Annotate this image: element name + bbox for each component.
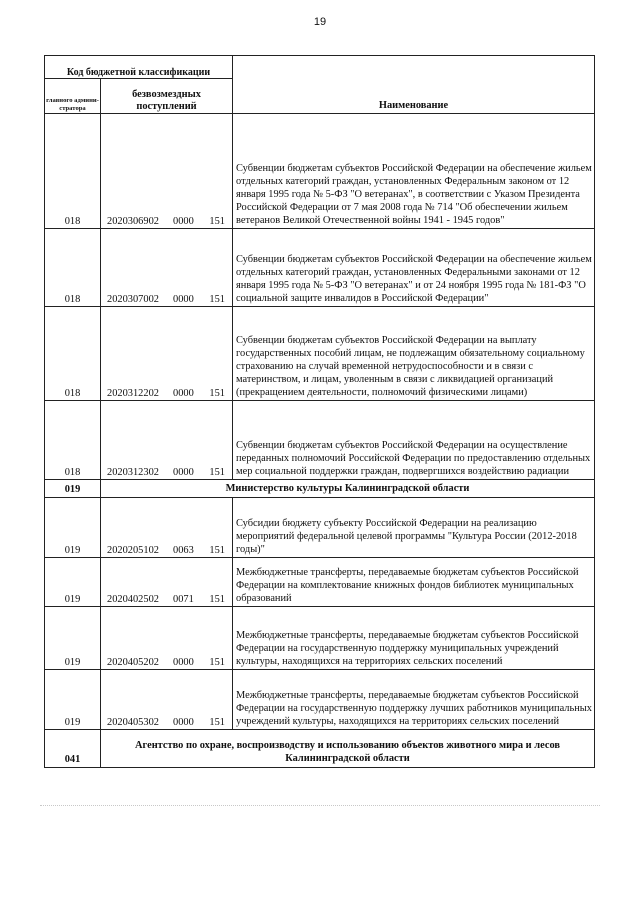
revenue-code — [101, 307, 233, 401]
section-row — [45, 730, 595, 768]
revenue-code-sub: 0000 — [173, 388, 194, 399]
revenue-code-sub: 0000 — [173, 657, 194, 668]
revenue-code-main: 2020405302 — [107, 717, 159, 728]
admin-code: 018 — [45, 229, 101, 307]
revenue-code-sub: 0000 — [173, 717, 194, 728]
revenue-code-sub: 0000 — [173, 467, 194, 478]
revenue-code — [101, 114, 233, 229]
revenue-code-main: 2020402502 — [107, 594, 159, 605]
revenue-code — [101, 607, 233, 670]
revenue-code-sub: 0000 — [173, 294, 194, 305]
revenue-code — [101, 401, 233, 480]
header-admin: главного админи-стратора — [45, 79, 101, 114]
revenue-code-kosgu: 151 — [209, 717, 225, 728]
revenue-code-kosgu: 151 — [209, 594, 225, 605]
header-group-title: Код бюджетной классификации — [45, 56, 233, 79]
revenue-code-main: 2020205102 — [107, 545, 159, 556]
admin-code: 019 — [45, 607, 101, 670]
item-name: Субвенции бюджетам субъектов Российской Федерации на обеспечение жильем отдельных категорий граждан, установленных Федеральными законами от 12 января 1995 года № 5-ФЗ "О ветеранах" и от 24 ноября 1995 года № 181-ФЗ "О социальной защите инвалидов в Российской Федерации" — [233, 229, 595, 307]
section-admin-code: 041 — [45, 730, 101, 768]
revenue-code-kosgu: 151 — [209, 545, 225, 556]
revenue-code — [101, 670, 233, 730]
revenue-code-kosgu: 151 — [209, 388, 225, 399]
revenue-code-main: 2020306902 — [107, 216, 159, 227]
table-row — [45, 114, 595, 229]
admin-code: 019 — [45, 558, 101, 607]
admin-code: 018 — [45, 401, 101, 480]
item-name: Межбюджетные трансферты, передаваемые бюджетам субъектов Российской Федерации на комплектование книжных фондов библиотек муниципальных образований — [233, 558, 595, 607]
table-row — [45, 307, 595, 401]
revenue-code — [101, 229, 233, 307]
revenue-code — [101, 558, 233, 607]
admin-code: 018 — [45, 114, 101, 229]
revenue-code-sub: 0063 — [173, 545, 194, 556]
admin-code: 018 — [45, 307, 101, 401]
table-body — [45, 56, 595, 768]
revenue-code-kosgu: 151 — [209, 216, 225, 227]
revenue-code-kosgu: 151 — [209, 657, 225, 668]
revenue-code-main: 2020307002 — [107, 294, 159, 305]
section-name: Агентство по охране, воспроизводству и использованию объектов животного мира и лесов Калининградской области — [101, 730, 595, 768]
table-row — [45, 670, 595, 730]
item-name: Субвенции бюджетам субъектов Российской Федерации на осуществление переданных полномочий Российской Федерации по предоставлению отдельных мер социальной поддержки граждан, подвергшихся воздействию радиации — [233, 401, 595, 480]
header-name: Наименование — [233, 56, 595, 114]
table-row — [45, 498, 595, 558]
revenue-code-sub: 0000 — [173, 216, 194, 227]
header-revenue: безвозмездных поступлений — [101, 79, 233, 114]
item-name: Межбюджетные трансферты, передаваемые бюджетам субъектов Российской Федерации на государственную поддержку лучших работников муниципальных учреждений культуры, находящихся на территориях сельских поселений — [233, 670, 595, 730]
revenue-code-kosgu: 151 — [209, 467, 225, 478]
admin-code: 019 — [45, 498, 101, 558]
page-number: 19 — [313, 16, 327, 28]
header-row-group — [45, 56, 595, 79]
table-row — [45, 229, 595, 307]
budget-classification-table — [44, 55, 595, 768]
table-row — [45, 558, 595, 607]
revenue-code-sub: 0071 — [173, 594, 194, 605]
section-row — [45, 480, 595, 498]
section-name: Министерство культуры Калининградской области — [101, 480, 595, 498]
revenue-code-main: 2020312202 — [107, 388, 159, 399]
item-name: Субвенции бюджетам субъектов Российской Федерации на обеспечение жильем отдельных категорий граждан, установленных Федеральным законом от 12 января 1995 года № 5-ФЗ "О ветеранах", в соответствии с Указом Президента Российской Федерации от 7 мая 2008 года № 714 "Об обеспечении жильем ветеранов Великой Отечественной войны 1941 - 1945 годов" — [233, 114, 595, 229]
table-row — [45, 401, 595, 480]
item-name: Субвенции бюджетам субъектов Российской Федерации на выплату государственных пособий лицам, не подлежащим обязательному социальному страхованию на случай временной нетрудоспособности и в связи с материнством, и лицам, уволенным в связи с ликвидацией организаций (прекращением деятельности, полномочий физическими лицами) — [233, 307, 595, 401]
item-name: Субсидии бюджету субъекту Российской Федерации на реализацию мероприятий федеральной целевой программы "Культура России (2012-2018 годы)" — [233, 498, 595, 558]
revenue-code — [101, 498, 233, 558]
revenue-code-main: 2020312302 — [107, 467, 159, 478]
item-name: Межбюджетные трансферты, передаваемые бюджетам субъектов Российской Федерации на государственную поддержку муниципальных учреждений культуры, находящихся на территориях сельских поселений — [233, 607, 595, 670]
table-row — [45, 607, 595, 670]
section-admin-code: 019 — [45, 480, 101, 498]
admin-code: 019 — [45, 670, 101, 730]
revenue-code-kosgu: 151 — [209, 294, 225, 305]
scan-artifact-dots — [40, 805, 600, 806]
revenue-code-main: 2020405202 — [107, 657, 159, 668]
